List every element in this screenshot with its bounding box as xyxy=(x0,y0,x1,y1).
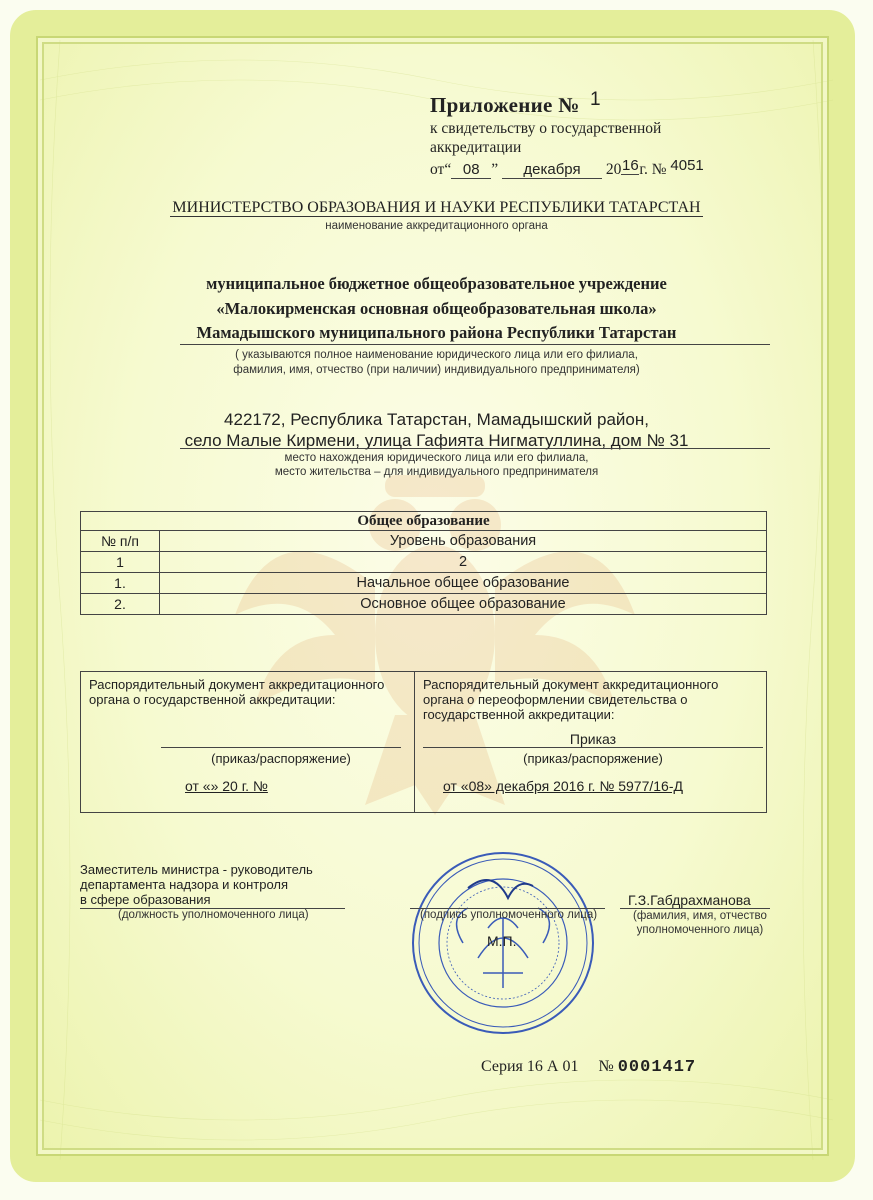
position-caption: (должность уполномоченного лица) xyxy=(118,909,309,921)
signatory-name: Г.З.Габдрахманова xyxy=(628,892,751,908)
organization-caption-1: ( указываются полное наименование юридического лица или его филиала, xyxy=(235,349,638,361)
name-caption-2: уполномоченного лица) xyxy=(636,924,764,936)
position-line-2: департамента надзора и контроля xyxy=(80,877,289,892)
authority-caption: наименование аккредитационного органа xyxy=(325,220,548,232)
certificate-number: 4051 xyxy=(670,157,704,174)
address-caption-2: место жительства – для индивидуального предпринимателя xyxy=(274,466,599,478)
date-month: декабря xyxy=(502,161,602,179)
left-document-type-caption: (приказ/распоряжение) xyxy=(211,751,351,766)
quote-close: ” xyxy=(491,161,499,178)
name-caption xyxy=(633,909,767,937)
column-header-number: № п/п xyxy=(81,531,160,552)
address xyxy=(0,409,873,451)
row-level: Основное общее образование xyxy=(160,594,767,615)
form-series xyxy=(481,1058,696,1077)
address-line-1: 422172, Республика Татарстан, Мамадышский район, xyxy=(224,410,649,429)
signatory-position xyxy=(80,862,360,907)
appendix-number: 1 xyxy=(590,89,601,110)
form-number-sign: № xyxy=(598,1058,614,1075)
series-label: Серия 16 А 01 xyxy=(481,1058,579,1075)
organization-caption-2: фамилия, имя, отчество (при наличии) индивидуального предпринимателя) xyxy=(233,364,640,376)
right-document-type: Приказ xyxy=(569,731,617,747)
left-document-type-line xyxy=(161,747,401,748)
form-number: 0001417 xyxy=(617,1058,697,1077)
table-row xyxy=(81,594,767,615)
name-caption-1: (фамилия, имя, отчество xyxy=(633,910,767,922)
column-header-level: Уровень образования xyxy=(160,531,767,552)
date-day: 08 xyxy=(451,161,491,179)
organization-caption xyxy=(0,348,873,378)
seal-label: М.П. xyxy=(487,933,517,949)
right-document-type-caption: (приказ/распоряжение) xyxy=(523,751,663,766)
row-number: 2. xyxy=(81,594,160,615)
right-document-type-line xyxy=(423,747,763,748)
address-caption-1: место нахождения юридического лица или его филиала, xyxy=(284,452,589,464)
table-row xyxy=(81,573,767,594)
row-level: Начальное общее образование xyxy=(160,573,767,594)
address-caption xyxy=(0,451,873,479)
organization-name xyxy=(0,272,873,346)
index-cell-2: 2 xyxy=(160,552,767,573)
appendix-title: Приложение № xyxy=(430,93,580,117)
education-levels-table xyxy=(80,511,767,615)
position-line-1: Заместитель министра - руководитель xyxy=(80,862,313,877)
year-no-label: г. № xyxy=(639,161,667,178)
organization-line-3: Мамадышского муниципального района Республики Татарстан xyxy=(196,323,677,342)
index-cell-1: 1 xyxy=(81,552,160,573)
administrative-documents-box xyxy=(80,671,767,813)
quote-open: “ xyxy=(444,161,452,178)
left-document-date: от «» 20 г. № xyxy=(185,778,268,794)
accrediting-authority xyxy=(0,199,873,217)
year-prefix: 20 xyxy=(605,161,622,178)
address-underline xyxy=(180,448,770,449)
address-line-2: село Малые Кирмени, улица Гафията Нигматуллина, дом № 31 xyxy=(184,431,689,450)
appendix-subtitle: к свидетельству о государственной аккредитации xyxy=(430,120,662,156)
authority-name: МИНИСТЕРСТВО ОБРАЗОВАНИЯ И НАУКИ РЕСПУБЛИКИ ТАТАРСТАН xyxy=(172,199,701,216)
organization-line-1: муниципальное бюджетное общеобразовательное учреждение xyxy=(206,274,667,293)
left-document-heading: Распорядительный документ аккредитационного органа о государственной аккредитации: xyxy=(89,677,385,707)
organization-underline xyxy=(180,344,770,345)
right-document-date: от «08» декабря 2016 г. № 5977/16-Д xyxy=(443,778,683,794)
signature-caption: (подпись уполномоченного лица) xyxy=(420,909,598,921)
row-number: 1. xyxy=(81,573,160,594)
organization-line-2: «Малокирменская основная общеобразовательная школа» xyxy=(216,298,657,318)
date-from-label: от xyxy=(430,161,445,178)
position-line-3: в сфере образования xyxy=(80,892,211,907)
appendix-date-line xyxy=(430,157,704,179)
table-title: Общее образование xyxy=(81,512,767,531)
year-suffix: 16 xyxy=(622,157,639,174)
right-document-heading: Распорядительный документ аккредитационного органа о переоформлении свидетельства о государственной аккредитации: xyxy=(423,677,719,722)
